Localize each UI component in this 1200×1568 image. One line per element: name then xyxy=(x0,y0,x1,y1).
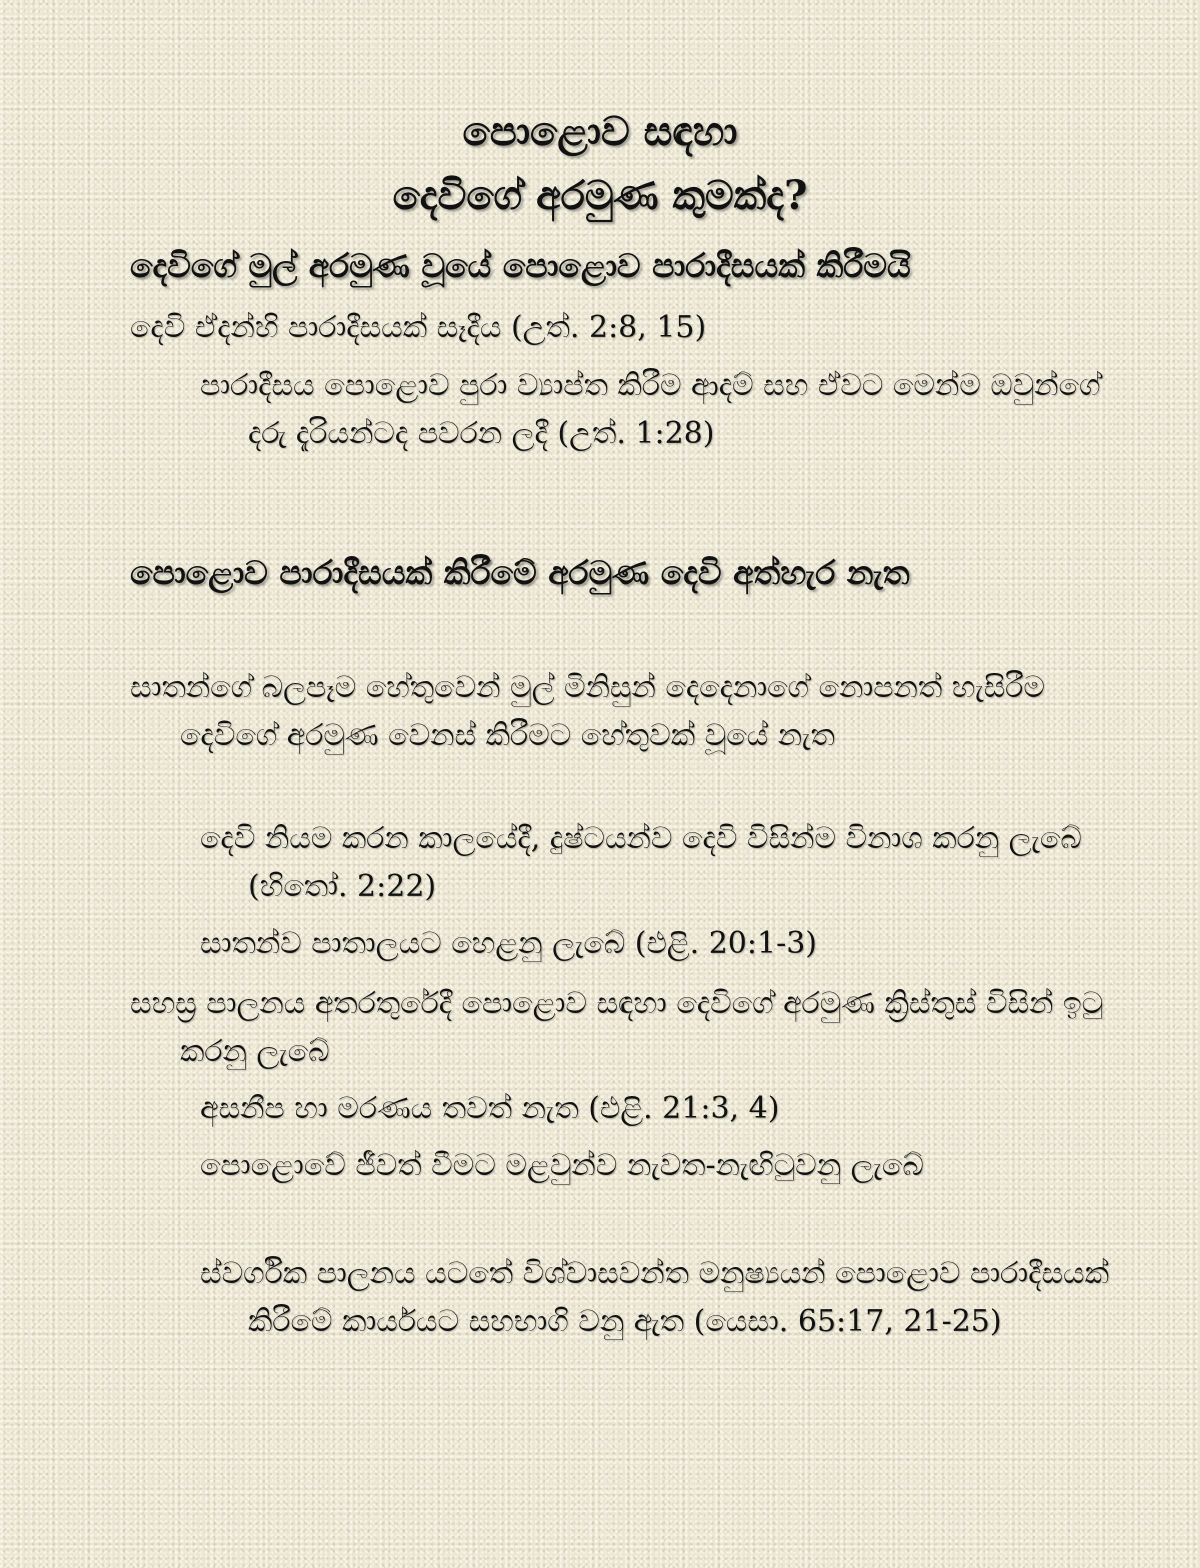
section-2-point-2-sub-1: අසනීප හා මරණය තවත් නැත (එළි. 21:3, 4) xyxy=(200,1091,780,1126)
title-line-2: දෙවිගේ අරමුණ කුමක්ද? xyxy=(392,172,808,219)
section-1-point-1-sub-1: පාරාදීසය පොළොව පුරා ව්‍යාප්ත කිරීම ආදම් සහ ඒවට මෙන්ම ඔවුන්ගේ දරු දැරියන්ටද පවරන ලදී (උත්. 1:28) xyxy=(200,368,1101,451)
section-2-point-2-sub-3: ස්වර්ගික පාලනය යටතේ විශ්වාසවන්ත මනුෂ්‍යයන් පොළොව පාරාදීසයක් කිරීමේ කාර්යයට සහභාගි වනු ඇත (යෙසා. 65:17, 21-25) xyxy=(200,1256,1109,1339)
section-2-point-1-sub-2: සාතන්ව පාතාලයට හෙළනු ලැබේ (එළි. 20:1-3) xyxy=(200,926,818,961)
section-1-heading: දෙවිගේ මුල් අරමුණ වූයේ පොළොව පාරාදීසයක් කිරීමයි xyxy=(130,246,911,285)
title-line-1: පොළොව සඳහා xyxy=(462,108,738,155)
section-2-point-1-sub-1: දෙවි නියම කරන කාලයේදී, දුෂ්ටයන්ව දෙවි විසින්ම විනාශ කරනු ලැබේ (හිතෝ. 2:22) xyxy=(200,821,1082,904)
section-2-point-2: සහස්‍ර පාලනය අතරතුරේදී පොළොව සඳහා දෙවිගේ අරමුණ ක්‍රිස්තුස් විසින් ඉටු කරනු ලැබේ xyxy=(130,986,1104,1069)
section-2-point-1: සාතන්ගේ බලපෑම හේතුවෙන් මුල් මිනිසුන් දෙදෙනාගේ නොපනත් හැසිරීම දෙවිගේ අරමුණ වෙනස් කිරීමට හේතුවක් වූයේ නැත xyxy=(130,670,1046,753)
section-2-point-2-sub-2: පොළොවේ ජීවත් වීමට මළවුන්ව නැවත-නැඟිටුවනු ලැබේ xyxy=(200,1148,924,1183)
section-2-heading: පොළොව පාරාදීසයක් කිරීමේ අරමුණ දෙවි අත්හැර නැත xyxy=(130,553,910,592)
slide-title xyxy=(0,100,1200,228)
section-1-point-1: දෙවි ඒදන්හි පාරාදීසයක් සෑදීය (උත්. 2:8, 15) xyxy=(130,310,707,345)
